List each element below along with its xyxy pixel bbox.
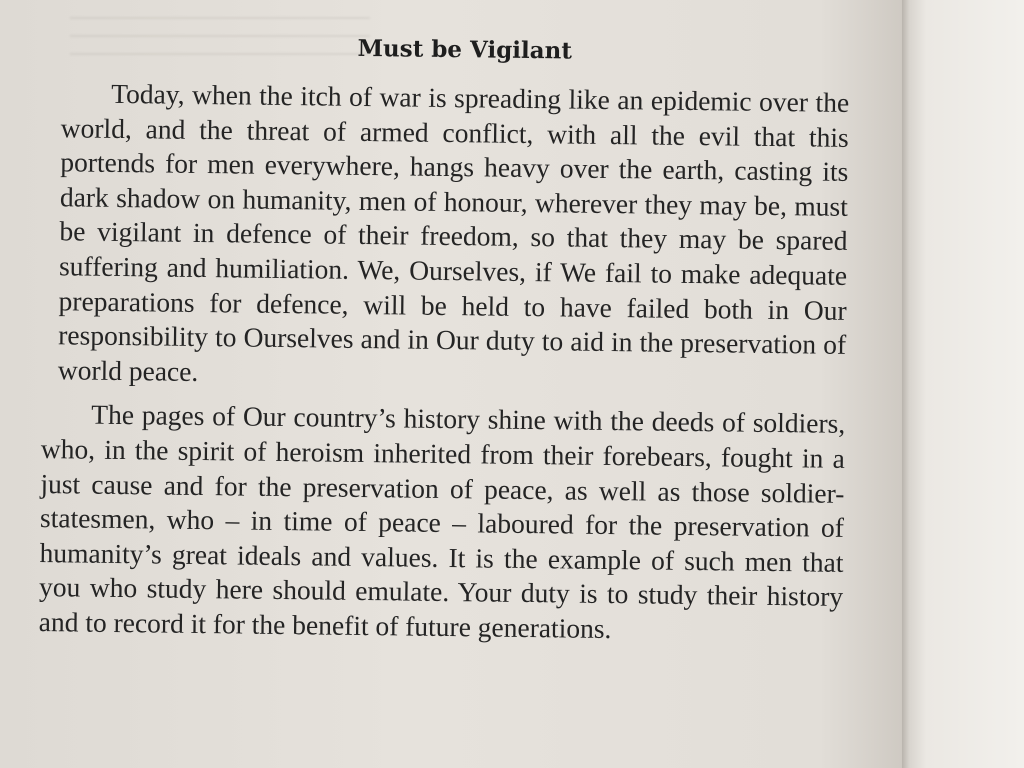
paragraph-1: Today, when the itch of war is spreading like an epidemic over the world, and the threat of armed conflict, with all the evil that this portends for men everywhere, hangs heavy over the earth, casting its dark shadow on humanity, men of honour, wherever they may be, must be vigilant in defence of their freedom, so that they may be spared suffering and humiliation. We, Ourselves, if We fail to make adequate preparations for defence, will be held to have failed both in Our responsibility to Ourselves and in Our duty to aid in the preservation of world peace. bbox=[57, 77, 850, 387]
next-page-edge bbox=[902, 0, 1024, 768]
book-page bbox=[31, 28, 850, 768]
page-title: Must be Vigilant bbox=[357, 34, 573, 65]
paragraph-2: The pages of Our country’s history shine with the deeds of soldiers, who, in the spirit of heroism inherited from their forebears, fought in a just cause and for the preservation of peace, as well as those soldier-statesmen, who – in time of peace – laboured for the preservation of humanity’s great ideals and values. It is the example of such men that you who study here should emulate. Your duty is to study their history and to record it for the benefit of future generations. bbox=[38, 399, 846, 644]
